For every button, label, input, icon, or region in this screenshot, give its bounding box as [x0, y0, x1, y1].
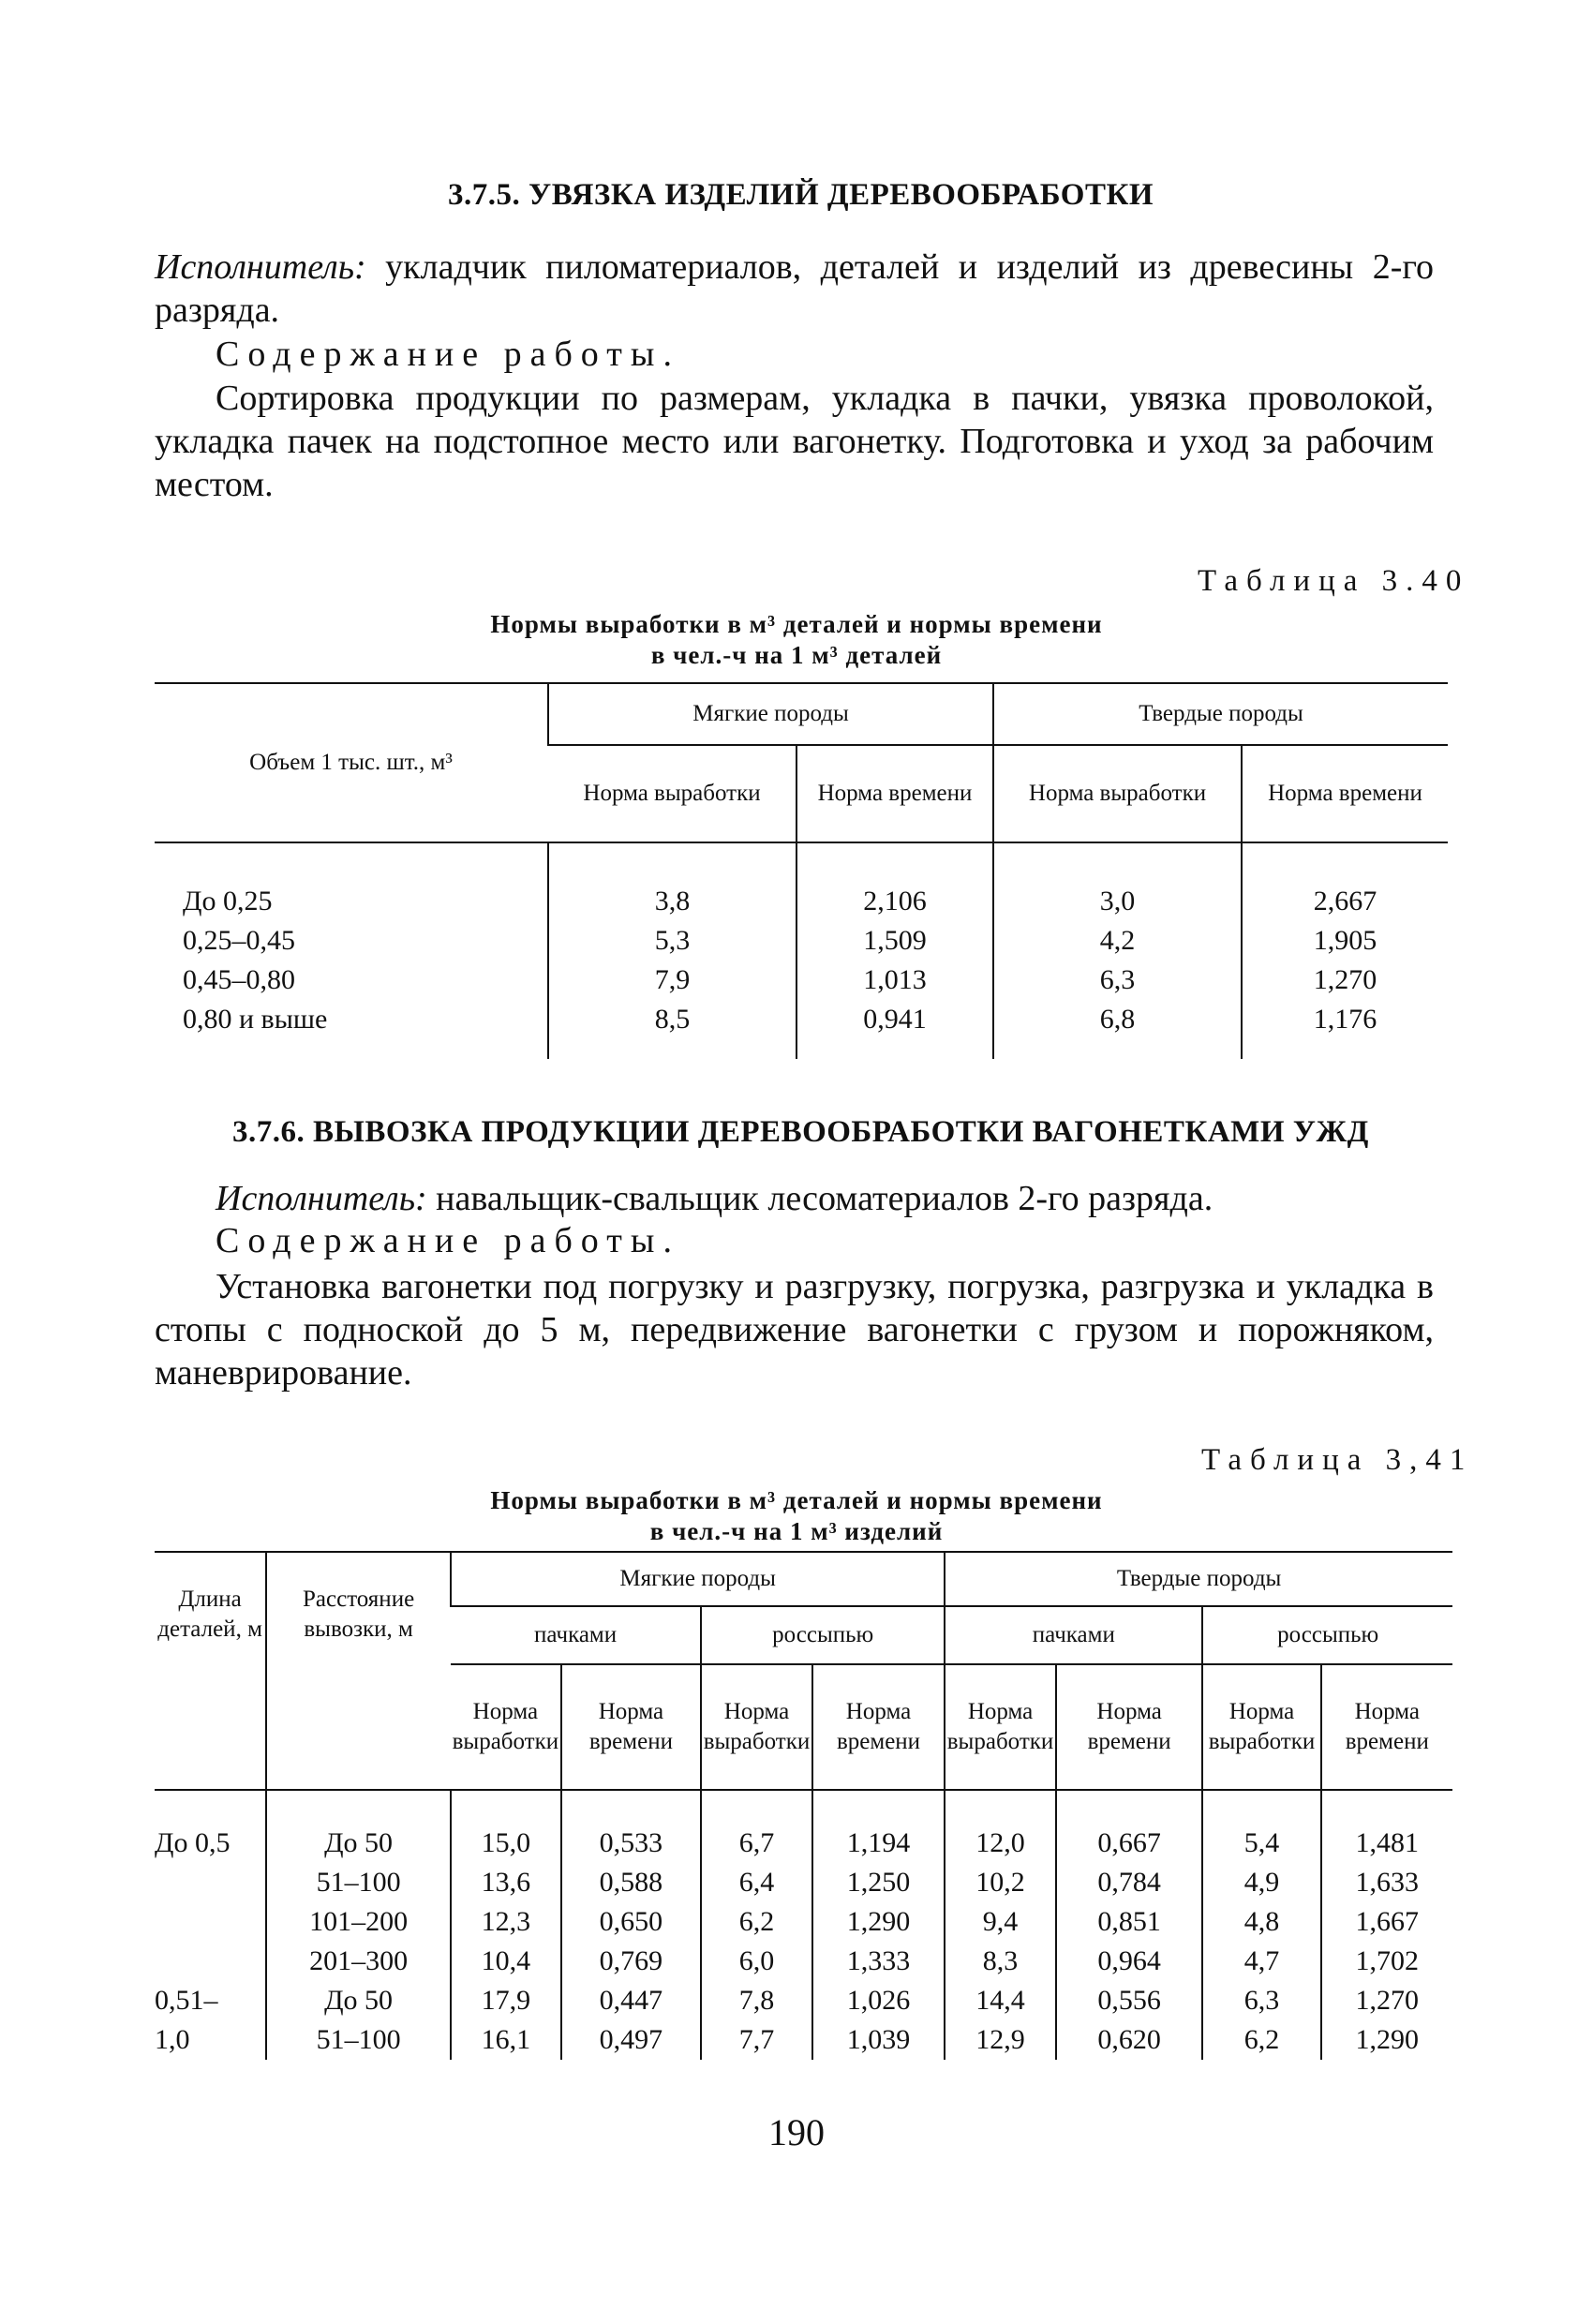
table-cell: 1,250 — [812, 1863, 945, 1902]
table-cell: 1,039 — [812, 2020, 945, 2060]
table-cell: 13,6 — [451, 1863, 561, 1902]
table-cell: 1,633 — [1321, 1863, 1452, 1902]
table-cell: 0,533 — [561, 1790, 701, 1863]
table-cell: 4,9 — [1202, 1863, 1320, 1902]
table-cell: 0,964 — [1056, 1942, 1203, 1981]
cell-output-header: Норма выработки — [945, 1664, 1056, 1790]
table-row — [155, 1981, 1452, 2020]
table-row — [155, 842, 1448, 921]
table-row — [155, 1863, 1452, 1902]
group-hard-header: Твердые породы — [993, 683, 1448, 745]
cell-time-header: Норма времени — [561, 1664, 701, 1790]
table-cell: 51–100 — [266, 1863, 451, 1902]
table-cell: 0,851 — [1056, 1902, 1203, 1942]
table-cell: 0,556 — [1056, 1981, 1203, 2020]
content-label-1: Содержание работы. — [216, 335, 680, 374]
table-cell: 9,4 — [945, 1902, 1056, 1942]
table-row — [155, 1942, 1452, 1981]
table-cell: 0,447 — [561, 1981, 701, 2020]
cell-output-header: Норма выработки — [701, 1664, 812, 1790]
table-cell — [155, 1942, 266, 1981]
table-cell: 1,026 — [812, 1981, 945, 2020]
content-label-2: Содержание работы. — [216, 1221, 680, 1260]
table-cell: 1,905 — [1242, 921, 1448, 961]
table-row — [155, 1902, 1452, 1942]
table-cell: 2,667 — [1242, 842, 1448, 921]
table-cell: До 0,5 — [155, 1827, 231, 1858]
table-cell: 1,333 — [812, 1942, 945, 1981]
table-label-3-41: Таблица 3,41 — [1201, 1443, 1474, 1477]
table-cell: 7,9 — [548, 961, 796, 1000]
table-cell: 6,2 — [701, 1902, 812, 1942]
table-cell: 6,2 — [1202, 2020, 1320, 2060]
table-row — [155, 2020, 1452, 2060]
table-cell: 14,4 — [945, 1981, 1056, 2020]
executor-paragraph-1 — [155, 246, 1434, 332]
table-cell: 6,0 — [701, 1942, 812, 1981]
table-cell: 1,270 — [1321, 1981, 1452, 2020]
table-cell: 8,5 — [548, 1000, 796, 1059]
table-cell: 51–100 — [266, 2020, 451, 2060]
page-number: 190 — [768, 2111, 825, 2153]
table-cell: 0,25–0,45 — [183, 925, 295, 956]
table-cell: 3,8 — [548, 842, 796, 921]
table-cell: 1,667 — [1321, 1902, 1452, 1942]
sub-packs-header: пачками — [945, 1606, 1202, 1664]
table-cell: До 50 — [266, 1981, 451, 2020]
table-cell: 1,270 — [1242, 961, 1448, 1000]
table-cell: 10,2 — [945, 1863, 1056, 1902]
table-cell: 7,8 — [701, 1981, 812, 2020]
table-row — [155, 921, 1448, 961]
table-caption-3-41 — [356, 1485, 1237, 1547]
table-cell: 0,51– — [155, 1985, 218, 2016]
table-row — [155, 961, 1448, 1000]
sub-time-header: Норма времени — [796, 745, 993, 842]
table-cell: 0,588 — [561, 1863, 701, 1902]
group-hard-header: Твердые породы — [945, 1552, 1452, 1606]
sub-time-header: Норма времени — [1242, 745, 1448, 842]
table-cell: 1,194 — [812, 1790, 945, 1863]
table-cell: 1,290 — [1321, 2020, 1452, 2060]
sub-packs-header: пачками — [451, 1606, 701, 1664]
content-paragraph-1: Сортировка продукции по размерам, укладка в пачки, увязка проволокой, укладка пачек на подстопное место или вагонетку. Подготовка и уход за рабочим местом. — [155, 379, 1434, 504]
table-cell: 8,3 — [945, 1942, 1056, 1981]
executor-label: Исполнитель: — [216, 1179, 427, 1218]
sub-loose-header: россыпью — [701, 1606, 945, 1664]
table-cell: 4,8 — [1202, 1902, 1320, 1942]
table-cell: 12,9 — [945, 2020, 1056, 2060]
cell-output-header: Норма выработки — [1202, 1664, 1320, 1790]
table-cell: 1,702 — [1321, 1942, 1452, 1981]
group-soft-header: Мягкие породы — [548, 683, 993, 745]
executor-paragraph-2 — [155, 1177, 1434, 1220]
table-cell: 101–200 — [266, 1902, 451, 1942]
table-cell: До 50 — [266, 1790, 451, 1863]
col-length-header: Длина деталей, м — [155, 1552, 266, 1790]
table-cell: 0,784 — [1056, 1863, 1203, 1902]
table-cell: 17,9 — [451, 1981, 561, 2020]
table-label-3-40: Таблица 3.40 — [1198, 564, 1470, 598]
table-cell: 5,3 — [548, 921, 796, 961]
table-cell: 12,0 — [945, 1790, 1056, 1863]
cell-time-header: Норма времени — [1056, 1664, 1203, 1790]
sub-output-header: Норма выработки — [993, 745, 1242, 842]
caption-line: Нормы выработки в м³ деталей и нормы времени — [490, 610, 1103, 638]
table-row — [155, 1000, 1448, 1059]
table-cell: 4,7 — [1202, 1942, 1320, 1981]
table-cell: 1,481 — [1321, 1790, 1452, 1863]
sub-output-header: Норма выработки — [548, 745, 796, 842]
cell-output-header: Норма выработки — [451, 1664, 561, 1790]
table-cell: 1,290 — [812, 1902, 945, 1942]
table-cell: 0,620 — [1056, 2020, 1203, 2060]
table-3-40 — [155, 682, 1448, 1059]
table-cell: 1,0 — [155, 2024, 190, 2055]
table-cell: 1,013 — [796, 961, 993, 1000]
table-cell: 12,3 — [451, 1902, 561, 1942]
table-cell: 6,8 — [993, 1000, 1242, 1059]
table-row — [155, 1790, 1452, 1863]
table-caption-3-40 — [356, 609, 1237, 671]
executor-label: Исполнитель: — [155, 247, 366, 287]
table-cell: 0,941 — [796, 1000, 993, 1059]
table-cell: 3,0 — [993, 842, 1242, 921]
table-cell: 201–300 — [266, 1942, 451, 1981]
col-distance-header: Расстояние вывозки, м — [266, 1552, 451, 1790]
caption-line: Нормы выработки в м³ деталей и нормы времени — [490, 1486, 1103, 1514]
table-cell: До 0,25 — [183, 886, 273, 916]
cell-time-header: Норма времени — [1321, 1664, 1452, 1790]
table-cell: 1,176 — [1242, 1000, 1448, 1059]
table-cell: 0,667 — [1056, 1790, 1203, 1863]
table-cell: 6,3 — [993, 961, 1242, 1000]
table-cell: 0,80 и выше — [183, 1004, 328, 1035]
content-paragraph-2: Установка вагонетки под погрузку и разгрузку, погрузка, разгрузка и укладка в стопы с подноской до 5 м, передвижение вагонетки с грузом и порожняком, маневрирование. — [155, 1267, 1434, 1393]
table-cell: 6,4 — [701, 1863, 812, 1902]
table-cell — [155, 1902, 266, 1942]
caption-line: в чел.-ч на 1 м³ деталей — [650, 641, 943, 669]
table-cell: 0,650 — [561, 1902, 701, 1942]
col-volume-header: Объем 1 тыс. шт., м³ — [155, 683, 548, 842]
table-cell: 2,106 — [796, 842, 993, 921]
sub-loose-header: россыпью — [1202, 1606, 1452, 1664]
table-cell: 6,7 — [701, 1790, 812, 1863]
section-title-3-7-6: 3.7.6. ВЫВОЗКА ПРОДУКЦИИ ДЕРЕВООБРАБОТКИ ВАГОНЕТКАМИ УЖД — [232, 1115, 1369, 1149]
table-cell: 7,7 — [701, 2020, 812, 2060]
table-cell: 0,497 — [561, 2020, 701, 2060]
cell-time-header: Норма времени — [812, 1664, 945, 1790]
table-cell: 4,2 — [993, 921, 1242, 961]
table-3-41 — [155, 1551, 1452, 2060]
table-cell: 5,4 — [1202, 1790, 1320, 1863]
table-cell: 0,45–0,80 — [183, 964, 295, 995]
table-cell: 16,1 — [451, 2020, 561, 2060]
group-soft-header: Мягкие породы — [451, 1552, 945, 1606]
table-cell: 15,0 — [451, 1790, 561, 1863]
table-cell: 1,509 — [796, 921, 993, 961]
table-cell: 10,4 — [451, 1942, 561, 1981]
executor-text: навальщик-свальщик лесоматериалов 2-го разряда. — [426, 1179, 1213, 1218]
section-title-3-7-5: 3.7.5. УВЯЗКА ИЗДЕЛИЙ ДЕРЕВООБРАБОТКИ — [448, 178, 1154, 212]
table-cell: 6,3 — [1202, 1981, 1320, 2020]
caption-line: в чел.-ч на 1 м³ изделий — [649, 1517, 944, 1545]
table-cell — [155, 1863, 266, 1902]
table-cell: 0,769 — [561, 1942, 701, 1981]
executor-text: укладчик пиломатериалов, деталей и изделий из древесины 2-го разряда. — [155, 247, 1434, 330]
